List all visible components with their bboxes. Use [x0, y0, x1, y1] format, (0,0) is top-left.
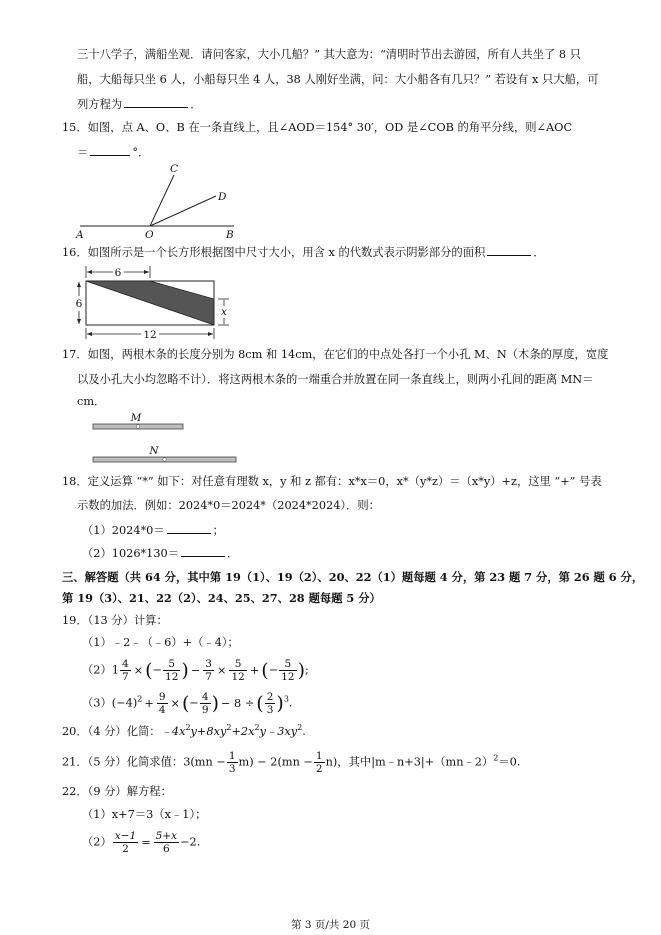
term: y+8xy — [190, 725, 227, 738]
fraction-numerator: 4 — [121, 658, 129, 670]
ray-od — [150, 196, 216, 226]
q17-text-line2: 以及小孔大小均忽略不计）．将这两根木条的一端重合并放置在同一条直线上，则两小孔间的距离 MN＝ — [77, 373, 594, 386]
page-footer: 第 3 页/共 20 页 — [291, 919, 370, 931]
exponent: 2 — [493, 753, 499, 763]
left-dim-arrow-top — [77, 282, 81, 287]
q16-answer-blank — [487, 244, 531, 256]
left-dim-arrow-bottom — [77, 319, 81, 324]
left-dim-label: 6 — [75, 298, 83, 310]
fraction-numerator: 5 — [234, 658, 242, 670]
expression-part: 3(mn − — [183, 755, 226, 769]
label-o: O — [145, 229, 154, 241]
expression-part: n) — [325, 755, 338, 769]
right-paren: ) — [297, 659, 305, 682]
minus-operator: − — [190, 663, 201, 677]
q14-text-line1: 三十八学子，满船坐观．请问客家，大小几船？” 其大意为：“清明时节出去游园，所有人共坐了 8 只 — [77, 48, 581, 61]
exponent: 2 — [185, 723, 191, 733]
fraction-numerator: 2 — [266, 691, 274, 703]
label-b: B — [226, 229, 234, 241]
top-dim-arrow-left — [87, 270, 92, 274]
plus-operator: + — [249, 663, 260, 677]
equals-sign: = — [141, 835, 151, 849]
shaded-region — [86, 281, 214, 325]
negative-sign: − — [189, 696, 199, 710]
exponent: 2 — [297, 723, 303, 733]
bottom-dim-arrow-left — [87, 332, 92, 336]
times-operator: × — [133, 663, 144, 677]
q17-sticks-figure — [85, 410, 245, 468]
fraction — [203, 658, 214, 683]
left-paren: ( — [256, 692, 264, 715]
q18-text-line2: 示数的加法．例如：2024*0＝2024*（2024*2024）．则： — [77, 499, 380, 512]
expression-part: m) − 2(mn − — [238, 755, 313, 769]
fraction-numerator: 3 — [205, 658, 212, 670]
q21-prefix: 21．（5 分）化简求值： — [62, 755, 184, 769]
q19-part3 — [82, 691, 293, 716]
fraction — [200, 691, 211, 716]
label-a: A — [76, 229, 84, 241]
times-operator: × — [170, 696, 180, 710]
exponent: 3 — [283, 694, 289, 704]
expression-tail: −2. — [180, 835, 201, 849]
fraction — [113, 830, 138, 855]
section3-heading-line2: 第 19（3）、21、22（2）、24、25、27、28 题每题 5 分） — [62, 591, 381, 605]
fraction-numerator: 5 — [284, 658, 292, 670]
fraction — [120, 658, 131, 683]
q16-text: 16．如图所示是一个长方形根据图中尺寸大小，用含 x 的代数式表示阴影部分的面积 — [62, 246, 486, 259]
q18-part2-prefix: （2）1026*130＝ — [82, 547, 180, 560]
term: y﹣3xy — [259, 725, 298, 738]
end-punctuation: . — [302, 725, 306, 738]
q18-part1-suffix: ； — [212, 524, 224, 537]
exponent: 2 — [137, 694, 143, 704]
end-punctuation: ; — [304, 663, 309, 677]
fraction-denominator: 7 — [121, 671, 129, 683]
negative-sign: − — [268, 663, 279, 677]
bottom-dim-label: 12 — [143, 329, 157, 341]
q17-text-line1: 17．如图，两根木条的长度分别为 8cm 和 14cm，在它们的中点处各打一个小孔 M、N（木条的厚度，宽度 — [62, 348, 609, 361]
fraction — [229, 658, 246, 683]
left-paren: ( — [145, 659, 153, 682]
q18-text-line1: 18．定义运算 “*” 如下：对任意有理数 x，y 和 z 都有：x*x＝0，x*（y*z）＝（x*y）+z，这里 “+” 号表 — [62, 475, 602, 488]
fraction-denominator: 9 — [201, 704, 209, 716]
q14-answer-prefix: 列方程为 — [77, 98, 123, 111]
q16-text-line — [62, 244, 545, 261]
fraction — [227, 750, 238, 775]
q19-part2 — [82, 658, 309, 683]
q15-text-line1: 15．如图，点 A、O、B 在一条直线上，且∠AOD＝154° 30′，OD 是∠COB 的角平分线，则∠AOC — [62, 121, 573, 134]
q22-part2-label: （2） — [82, 835, 112, 849]
fraction — [163, 658, 180, 683]
q17-text-line3: cm． — [77, 395, 106, 408]
fraction-denominator: 3 — [266, 704, 274, 716]
right-paren: ) — [211, 692, 219, 715]
q22-title: 22．（9 分）解方程： — [62, 785, 172, 798]
fraction-denominator: 12 — [281, 671, 295, 683]
fraction — [279, 658, 296, 683]
power-base: (−4) — [111, 696, 138, 710]
times-operator: × — [216, 663, 227, 677]
fraction — [265, 691, 276, 716]
q21-condition-end: ＝0. — [498, 755, 521, 769]
q18-part2 — [82, 545, 238, 562]
left-paren: ( — [181, 692, 190, 715]
ray-oc — [150, 175, 174, 226]
left-paren: ( — [261, 659, 269, 682]
q14-text-line2: 船，大船每只坐 6 人，小船每只坐 4 人，38 人刚好坐满，问：大小船各有几只？” 若设有 x 只大船，可 — [77, 73, 599, 86]
fraction-denominator: 3 — [228, 763, 236, 775]
q21-condition: ，其中|m﹣n+3|+（mn﹣2） — [337, 755, 494, 769]
q15-answer-blank — [90, 144, 130, 156]
label-n: N — [149, 445, 159, 457]
term: ﹣4x — [160, 725, 186, 738]
q22-part2 — [82, 830, 200, 855]
label-d: D — [218, 191, 227, 203]
fraction-numerator: 9 — [158, 691, 166, 703]
q19-part3-label: （3） — [82, 696, 112, 710]
q18-part2-blank — [181, 545, 225, 557]
fraction-denominator: 2 — [113, 842, 138, 855]
q14-answer-line — [77, 96, 202, 113]
fraction-numerator: 5 — [168, 658, 176, 670]
fraction-denominator: 7 — [205, 671, 212, 683]
fraction-numerator: 4 — [201, 691, 209, 703]
end-punctuation: . — [288, 696, 293, 710]
term: +2x — [231, 725, 255, 738]
label-c: C — [170, 163, 179, 175]
fraction — [157, 691, 168, 716]
right-dim-label: x — [221, 306, 227, 318]
q20-line — [62, 724, 306, 740]
right-paren: ) — [181, 659, 189, 682]
hole-m — [136, 425, 140, 429]
fraction — [314, 750, 325, 775]
q18-part1 — [82, 522, 224, 539]
fraction-numerator: x−1 — [114, 830, 137, 842]
q18-part2-suffix: ． — [227, 547, 239, 560]
exponent: 2 — [254, 723, 260, 733]
minus-divide-operators: − 8 ÷ — [220, 696, 255, 710]
plus-operator: + — [144, 696, 154, 710]
q18-part1-blank — [167, 522, 211, 534]
q15-answer-prefix: ＝ — [77, 146, 89, 159]
top-dim-arrow-right — [144, 270, 149, 274]
q16-rectangle-figure — [70, 260, 240, 342]
q19-part1: （1）﹣2﹣（﹣6）+（﹣4）； — [82, 636, 239, 649]
fraction-denominator: 12 — [165, 671, 179, 683]
fraction-denominator: 12 — [231, 671, 245, 683]
hole-n — [163, 458, 167, 462]
right-paren: ) — [276, 692, 284, 715]
q19-title: 19．（13 分）计算： — [62, 614, 168, 627]
fraction-denominator: 2 — [315, 763, 323, 775]
fraction-numerator: 5+x — [155, 830, 178, 842]
q14-answer-suffix: ． — [190, 98, 202, 111]
top-dim-label: 6 — [114, 267, 122, 279]
label-m: M — [130, 412, 142, 424]
q20-prefix: 20．（4 分）化简： — [62, 725, 161, 738]
q15-angle-figure — [70, 160, 240, 245]
fraction-numerator: 1 — [315, 750, 323, 762]
fraction-numerator: 1 — [228, 750, 236, 762]
exponent: 2 — [226, 723, 232, 733]
fraction-denominator: 4 — [158, 704, 166, 716]
q15-answer-line — [77, 144, 149, 161]
whole-number: 1 — [111, 663, 119, 677]
fraction-denominator: 6 — [154, 842, 179, 855]
q21-line — [62, 750, 520, 775]
q14-answer-blank — [124, 96, 188, 108]
q22-part1: （1）x+7＝3（x﹣1）； — [82, 808, 207, 821]
negative-sign: − — [152, 663, 163, 677]
bottom-dim-arrow-right — [208, 332, 213, 336]
section3-heading-line1: 三、解答题（共 64 分，其中第 19（1）、19（2）、20、22（1）题每题 4 分，第 23 题 7 分，第 26 题 6 分， — [62, 570, 644, 584]
q16-text-suffix: ． — [533, 246, 545, 259]
q18-part1-prefix: （1）2024*0＝ — [82, 524, 165, 537]
q15-answer-suffix: °． — [132, 146, 150, 159]
fraction — [154, 830, 179, 855]
q19-part2-label: （2） — [82, 663, 112, 677]
